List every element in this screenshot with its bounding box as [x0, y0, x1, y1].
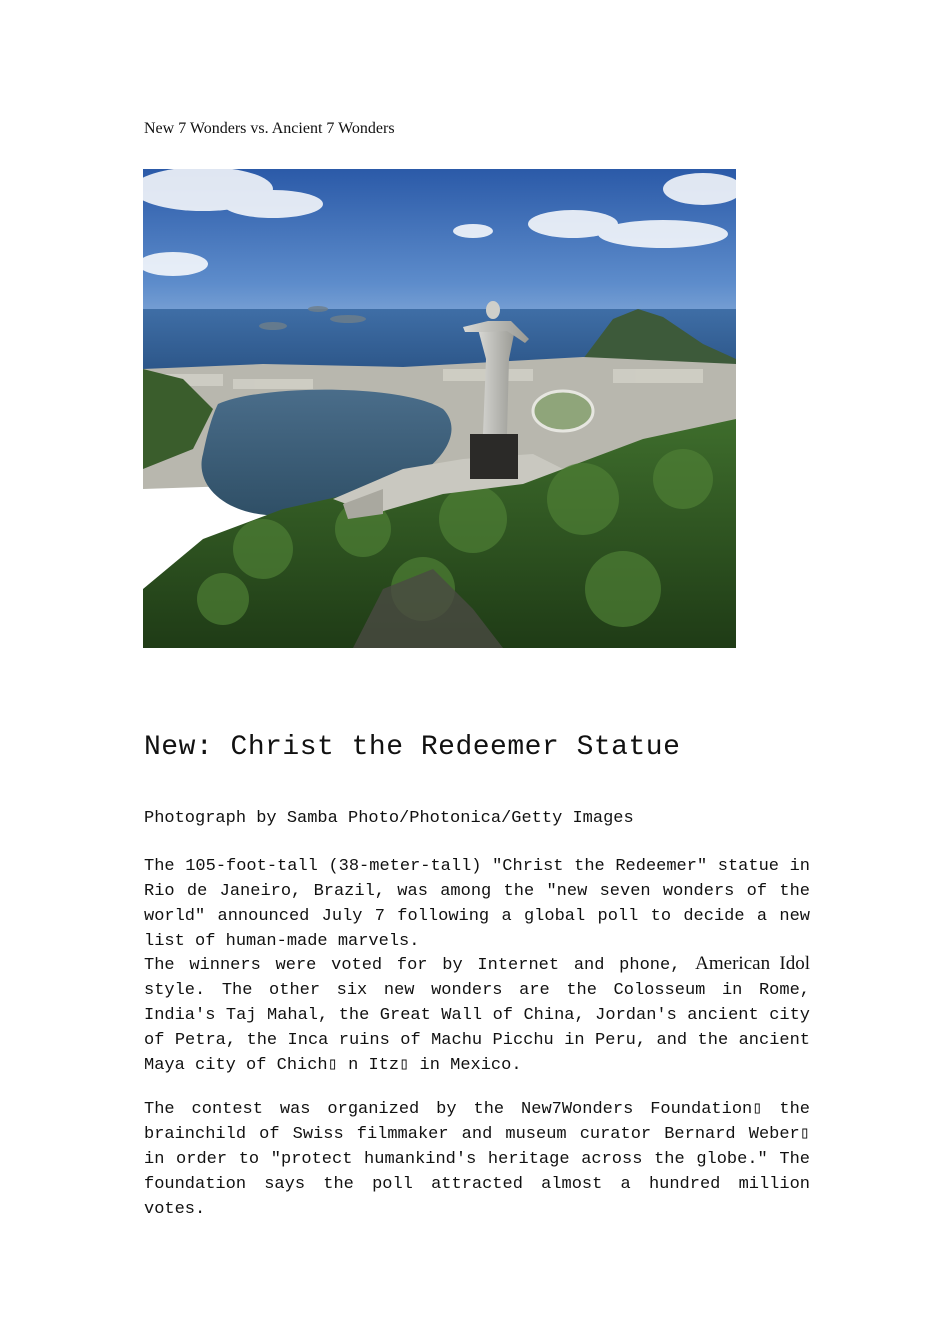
paragraph-2-end: style. The other six new wonders are the Colosseum in Rome, India's Taj Mahal, the Great Wall of China, Jordan's ancient city of Petra, the Inca ruins of Machu Picchu in Peru, and the ancient Maya city of Chich▯ n Itz▯ in Mexico. — [144, 981, 810, 1075]
paragraph-3: The contest was organized by the New7Wonders Foundation▯ the brainchild of Swiss filmmaker and museum curator Bernard Weber▯ in order to "protect humankind's heritage across the globe." The foundation says the poll attracted almost a hundred million votes. — [144, 1100, 810, 1219]
paragraph-2 — [144, 951, 810, 1078]
photo-credit: Photograph by Samba Photo/Photonica/Getty Images — [144, 809, 634, 828]
christ-the-redeemer-photo — [143, 169, 736, 648]
paragraph-2-start: The winners were voted for by Internet and phone, — [144, 956, 696, 975]
document-title: New 7 Wonders vs. Ancient 7 Wonders — [144, 120, 395, 137]
american-idol-title: American Idol — [695, 953, 810, 974]
section-heading: New: Christ the Redeemer Statue — [144, 732, 681, 763]
paragraph-1: The 105-foot-tall (38-meter-tall) "Christ the Redeemer" statue in Rio de Janeiro, Brazil, was among the "new seven wonders of the world" announced July 7 following a global poll to decide a new list of human-made marvels. — [144, 857, 810, 951]
